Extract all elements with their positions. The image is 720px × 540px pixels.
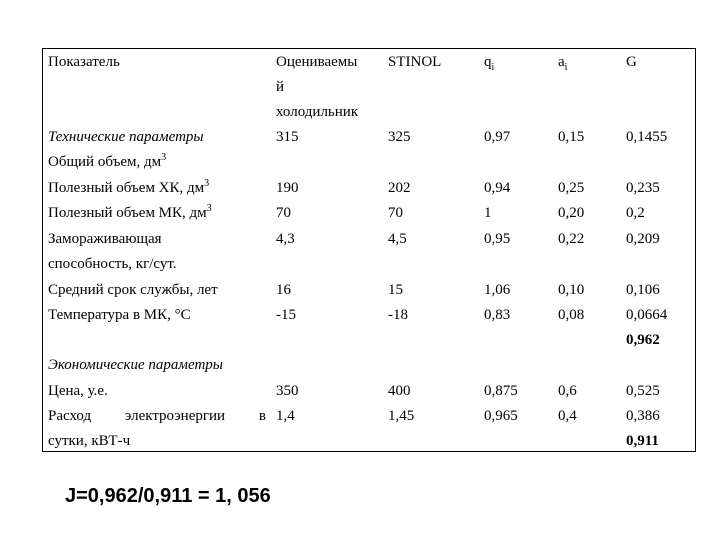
technical-total: 0,962	[626, 332, 660, 348]
cell-evaluated: 4,3	[276, 231, 295, 247]
cell-evaluated: -15	[276, 307, 296, 323]
row-label-temperature: Температура в МК, °С	[48, 307, 191, 323]
cell-evaluated: 315	[276, 129, 299, 145]
result-formula: J=0,962/0,911 = 1, 056	[65, 485, 271, 507]
cell-stinol: 70	[388, 205, 403, 221]
cell-g: 0,525	[626, 383, 660, 399]
cell-a: 0,10	[558, 282, 585, 298]
cell-g: 0,0664	[626, 307, 668, 323]
cell-evaluated: 350	[276, 383, 299, 399]
cell-a: 0,08	[558, 307, 585, 323]
header-q: $q_i$	[484, 54, 495, 73]
cell-stinol: 202	[388, 180, 411, 196]
row-label-total-volume: Общий объем, $дм^3$	[48, 152, 167, 170]
header-evaluated-line2: й	[276, 79, 285, 95]
cell-g: 0,106	[626, 282, 660, 298]
header-evaluated-line1: Оцениваемы	[276, 54, 358, 70]
cell-stinol: 400	[388, 383, 411, 399]
cell-a: 0,22	[558, 231, 585, 247]
header-indicator: Показатель	[48, 54, 120, 70]
cell-q: 0,95	[484, 231, 511, 247]
cell-stinol: -18	[388, 307, 408, 323]
cell-q: 1	[484, 205, 492, 221]
header-evaluated-line3: холодильник	[276, 104, 359, 120]
cell-q: 0,965	[484, 408, 518, 424]
row-label-service-life: Средний срок службы, лет	[48, 282, 218, 298]
cell-stinol: 325	[388, 129, 411, 145]
row-label-price: Цена, у.е.	[48, 383, 108, 399]
cell-a: 0,15	[558, 129, 585, 145]
cell-g: 0,2	[626, 205, 645, 221]
cell-a: 0,4	[558, 408, 577, 424]
cell-q: 1,06	[484, 282, 511, 298]
cell-evaluated: 1,4	[276, 408, 295, 424]
cell-evaluated: 70	[276, 205, 291, 221]
cell-a: 0,6	[558, 383, 577, 399]
row-label-energy-line2: сутки, кВТ-ч	[48, 433, 131, 449]
header-g: G	[626, 54, 637, 70]
economic-total: 0,911	[626, 433, 659, 449]
cell-g: 0,1455	[626, 129, 668, 145]
cell-q: 0,94	[484, 180, 511, 196]
section-title-technical: Технические параметры	[48, 129, 204, 145]
cell-a: 0,20	[558, 205, 585, 221]
header-stinol: STINOL	[388, 54, 442, 70]
cell-g: 0,386	[626, 408, 660, 424]
cell-stinol: 15	[388, 282, 403, 298]
cell-q: 0,97	[484, 129, 511, 145]
row-label-energy-line1: Расход электроэнергии в	[48, 408, 266, 424]
cell-stinol: 1,45	[388, 408, 415, 424]
header-a: $a_i$	[558, 54, 568, 73]
cell-stinol: 4,5	[388, 231, 407, 247]
section-title-economic: Экономические параметры	[48, 357, 223, 373]
cell-g: 0,209	[626, 231, 660, 247]
cell-evaluated: 16	[276, 282, 291, 298]
cell-g: 0,235	[626, 180, 660, 196]
row-label-freezing-capacity-line2: способность, кг/сут.	[48, 256, 177, 272]
cell-evaluated: 190	[276, 180, 299, 196]
row-label-useful-volume-hk: Полезный объем ХК, $дм^3$	[48, 178, 210, 196]
row-label-useful-volume-mk: Полезный объем МК, $дм^3$	[48, 203, 212, 221]
cell-q: 0,83	[484, 307, 511, 323]
cell-a: 0,25	[558, 180, 585, 196]
cell-q: 0,875	[484, 383, 518, 399]
row-label-freezing-capacity-line1: Замораживающая	[48, 231, 162, 247]
